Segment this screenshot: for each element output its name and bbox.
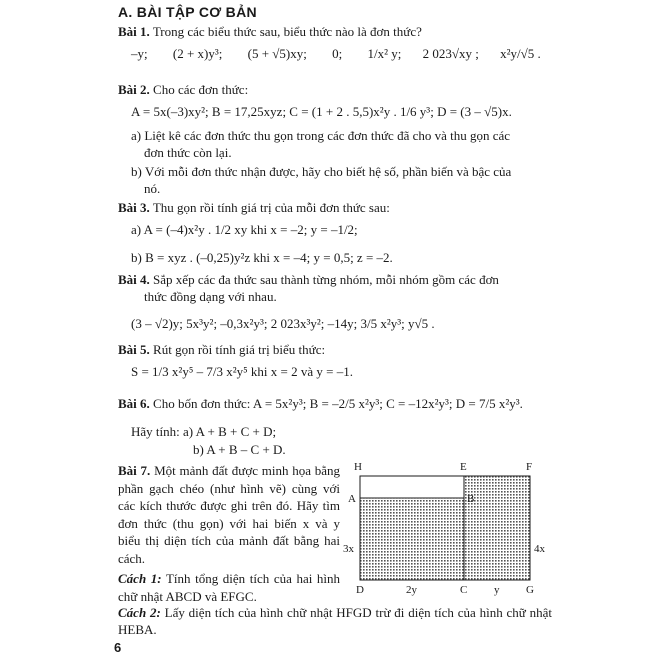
exercise-5-prompt [118,342,325,358]
exercise-6-compute-b: b) A + B – C + D. [193,442,286,457]
exercise-2-label: Bài 2. [118,82,150,97]
exercise-3-part-b: b) B = xyz . (–0,25)y²z khi x = –4; y = 0,5; z = –2. [131,250,393,265]
dimension-y: y [494,584,500,596]
exercise-6-text: Cho bốn đơn thức: A = 5x²y³; B = –2/5 x²y³; C = –12x²y³; D = 7/5 x²y³. [153,396,523,411]
exercise-2-text: Cho các đơn thức: [153,82,249,97]
exercise-3-text: Thu gọn rồi tính giá trị của mỗi đơn thức sau: [152,200,390,215]
method-2-label: Cách 2: [118,605,161,620]
exercise-5-expression: S = 1/3 x²y⁵ – 7/3 x²y⁵ khi x = 2 và y = –1. [131,364,353,379]
exercise-4-label: Bài 4. [118,272,150,287]
exercise-2-part-a-line2: đơn thức còn lại. [144,145,232,160]
exercise-7-body [118,462,340,605]
exercise-4-line1: Sắp xếp các đa thức sau thành từng nhóm, mỗi nhóm gồm các đơn [153,272,499,287]
exercise-1-text: Trong các biểu thức sau, biểu thức nào là đơn thức? [152,24,422,39]
section-heading: A. BÀI TẬP CƠ BẢN [118,4,257,20]
exercise-6-prompt [118,396,523,412]
expr-2: (2 + x)y³; [172,46,223,61]
expr-3: (5 + √5)xy; [247,46,307,61]
exercise-3-part-a: a) A = (–4)x²y . 1/2 xy khi x = –2; y = –1/2; [131,222,358,237]
dimension-4x: 4x [534,543,545,555]
expr-1: –y; [131,46,148,61]
label-h: H [354,461,362,473]
exercise-6-compute-a: Hãy tính: a) A + B + C + D; [131,424,277,439]
label-g: G [526,584,534,596]
label-b: B [467,493,475,505]
label-d: D [356,584,364,596]
rectangle-efgc-shaded [464,476,530,580]
expr-7: x²y/√5 . [500,46,541,61]
exercise-5-label: Bài 5. [118,342,150,357]
label-c: C [460,584,468,596]
method-2-text: Lấy diện tích của hình chữ nhật HFGD trừ đi diện tích của hình chữ nhật HEBA. [118,605,553,637]
exercise-1-prompt [118,24,422,40]
exercise-2-part-b-line1: b) Với mỗi đơn thức nhận được, hãy cho biết hệ số, phần biến và bậc của [131,164,512,179]
exercise-7-method-1 [118,570,340,605]
label-f: F [526,461,533,473]
exercise-2-part-b-line2: nó. [144,181,161,196]
expr-4: 0; [332,46,343,61]
expr-6: 2 023√xy ; [422,46,479,61]
exercise-4-prompt [118,272,499,288]
exercise-7-text: Một mảnh đất được minh họa bằng phần gạch chéo (như hình vẽ) cùng với các kích thước được ghi trên đó. Hãy tìm đơn thức (thu gọn) với hai biến x và y biểu thị diện tích của mảnh đất bằng hai cách. [118,463,340,566]
exercise-2-part-a-line1: a) Liệt kê các đơn thức thu gọn trong các đơn thức đã cho và thu gọn các [131,128,511,143]
method-1-label: Cách 1: [118,571,162,586]
exercise-2-monomials: A = 5x(–3)xy²; B = 17,25xyz; C = (1 + 2 . 5,5)x²y . 1/6 y³; D = (3 – √5)x. [131,104,512,119]
exercise-7-method-2 [118,604,552,638]
exercise-2-prompt [118,82,248,98]
exercise-7-label: Bài 7. [118,463,151,478]
exercise-4-line2: thức đồng dạng với nhau. [144,289,277,304]
method-1-text: Tính tổng diện tích của hai hình chữ nhật ABCD và EFGC. [118,571,341,604]
exercise-5-text: Rút gọn rồi tính giá trị biểu thức: [153,342,326,357]
exercise-6-label: Bài 6. [118,396,150,411]
exercise-1-expressions [131,46,541,62]
label-e: E [460,461,467,473]
exercise-3-prompt [118,200,390,216]
land-plot-figure [342,458,554,596]
label-a: A [348,493,356,505]
page-number: 6 [114,640,122,655]
rectangle-abcd-shaded [360,498,464,580]
expr-5: 1/x² y; [367,46,402,61]
exercise-4-expressions: (3 – √2)y; 5x³y²; –0,3x²y³; 2 023x³y²; –14y; 3/5 x²y³; y√5 . [131,316,435,331]
dimension-2y: 2y [406,584,417,596]
exercise-1-label: Bài 1. [118,24,150,39]
dimension-3x: 3x [343,543,354,555]
exercise-3-label: Bài 3. [118,200,150,215]
